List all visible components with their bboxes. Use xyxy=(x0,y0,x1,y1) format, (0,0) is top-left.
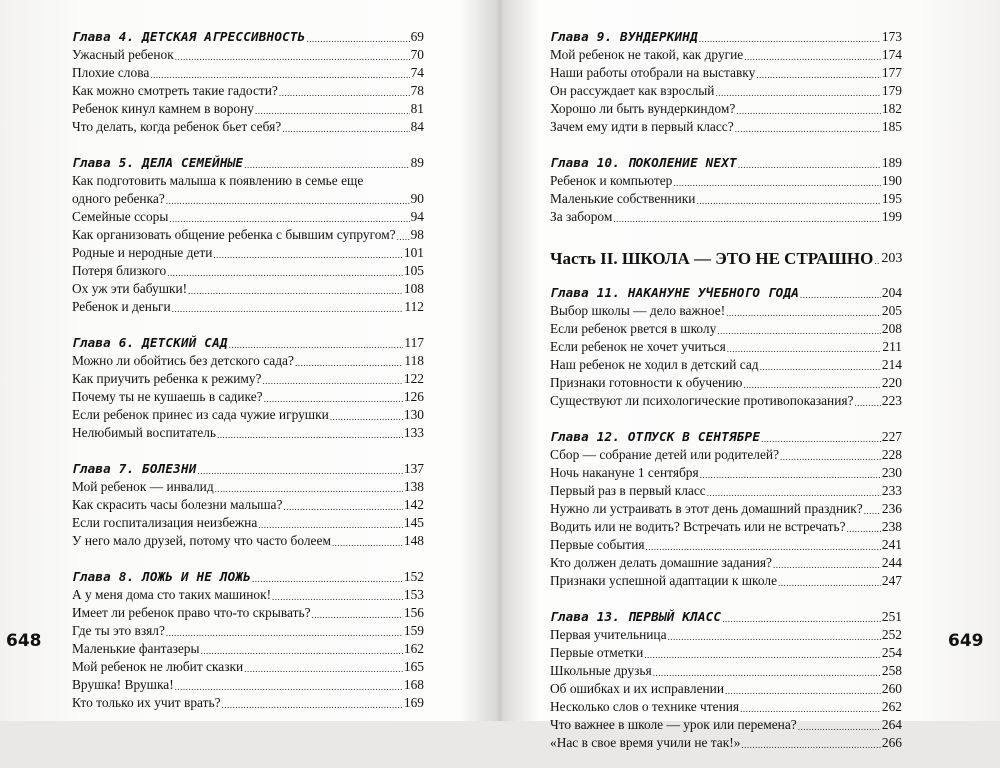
leader-dots xyxy=(773,558,881,572)
entry-title: Почему ты не кушаешь в садике? xyxy=(72,389,263,404)
leader-dots xyxy=(740,702,881,716)
toc-entry xyxy=(550,500,902,518)
chapter-block xyxy=(550,606,902,752)
leader-dots xyxy=(264,392,403,406)
entry-title: А у меня дома сто таких машинок! xyxy=(72,587,272,602)
entry-page: 228 xyxy=(881,447,902,462)
toc-entry xyxy=(550,482,902,500)
entry-page: 138 xyxy=(403,479,424,494)
leader-dots xyxy=(707,486,881,500)
leader-dots xyxy=(847,522,881,536)
toc-entry xyxy=(550,302,902,320)
leader-dots xyxy=(744,50,881,64)
chapter-block xyxy=(72,152,424,316)
entry-page: 142 xyxy=(403,497,424,512)
toc-entry xyxy=(72,262,424,280)
leader-dots xyxy=(166,626,403,640)
toc-entry xyxy=(72,244,424,262)
chapter-heading xyxy=(72,566,424,586)
entry-page: 162 xyxy=(403,641,424,656)
entry-title: Наши работы отобрали на выставку xyxy=(550,65,756,80)
toc-entry xyxy=(72,622,424,640)
entry-page: 266 xyxy=(881,735,902,750)
leader-dots xyxy=(855,396,881,410)
heading-title: Глава 4. ДЕТСКАЯ АГРЕССИВНОСТЬ xyxy=(72,29,306,44)
entry-title: Существуют ли психологические противопоказания? xyxy=(550,393,854,408)
leader-dots xyxy=(761,432,881,446)
heading-page: 189 xyxy=(881,155,902,170)
entry-page: 133 xyxy=(403,425,424,440)
toc-entry xyxy=(550,392,902,410)
entry-page: 208 xyxy=(881,321,902,336)
entry-page: 145 xyxy=(403,515,424,530)
heading-title: Глава 5. ДЕЛА СЕМЕЙНЫЕ xyxy=(72,155,244,170)
leader-dots xyxy=(736,104,881,118)
leader-dots xyxy=(282,122,409,136)
leader-dots xyxy=(696,194,880,208)
leader-dots xyxy=(778,576,881,590)
toc-entry xyxy=(550,536,902,554)
entry-page: 230 xyxy=(881,465,902,480)
entry-page: 112 xyxy=(404,299,424,314)
entry-title: Нелюбимый воспитатель xyxy=(72,425,216,440)
chapter-heading xyxy=(72,332,424,352)
leader-dots xyxy=(166,194,410,208)
part-heading-block xyxy=(550,242,902,268)
heading-title: Глава 9. ВУНДЕРКИНД xyxy=(550,29,698,44)
leader-dots xyxy=(188,284,403,298)
leader-dots xyxy=(613,212,881,226)
entry-page: 108 xyxy=(403,281,424,296)
entry-title: Водить или не водить? Встречать или не встречать? xyxy=(550,519,846,534)
entry-title: Семейные ссоры xyxy=(72,209,169,224)
entry-page: 185 xyxy=(881,119,902,134)
entry-title: Мой ребенок — инвалид xyxy=(72,479,214,494)
leader-dots xyxy=(653,666,881,680)
leader-dots xyxy=(272,590,403,604)
entry-page: 126 xyxy=(403,389,424,404)
entry-title: Как можно смотреть такие гадости? xyxy=(72,83,278,98)
left-page-number: 648 xyxy=(6,631,42,651)
chapter-heading xyxy=(72,26,424,46)
leader-dots xyxy=(798,720,881,734)
entry-title: одного ребенка? xyxy=(72,191,165,206)
leader-dots xyxy=(312,608,403,622)
chapter-block xyxy=(72,332,424,442)
left-page-toc xyxy=(72,26,424,728)
leader-dots xyxy=(213,248,403,262)
entry-page: 148 xyxy=(403,533,424,548)
entry-page: 244 xyxy=(881,555,902,570)
toc-entry xyxy=(72,406,424,424)
leader-dots xyxy=(279,86,410,100)
entry-page: 199 xyxy=(881,209,902,224)
leader-dots xyxy=(306,32,409,46)
leader-dots xyxy=(258,518,403,532)
toc-entry xyxy=(550,680,902,698)
leader-dots xyxy=(864,504,881,518)
entry-page: 165 xyxy=(403,659,424,674)
entry-title: Выбор школы — дело важное! xyxy=(550,303,726,318)
entry-title: Можно ли обойтись без детского сада? xyxy=(72,353,294,368)
entry-title: Потеря близкого xyxy=(72,263,167,278)
entry-title: Нужно ли устраивать в этот день домашний праздник? xyxy=(550,501,863,516)
toc-entry xyxy=(550,172,902,190)
leader-dots xyxy=(222,698,403,712)
leader-dots xyxy=(175,50,410,64)
chapter-heading xyxy=(550,606,902,626)
chapter-heading xyxy=(550,282,902,302)
toc-entry xyxy=(550,46,902,64)
leader-dots xyxy=(397,230,410,244)
chapter-block xyxy=(72,26,424,136)
toc-entry xyxy=(550,338,902,356)
heading-page: 173 xyxy=(881,29,902,44)
entry-page: 156 xyxy=(403,605,424,620)
toc-entry xyxy=(550,644,902,662)
leader-dots xyxy=(800,288,881,302)
toc-entry xyxy=(550,626,902,644)
toc-entry xyxy=(550,320,902,338)
entry-title: Маленькие фантазеры xyxy=(72,641,200,656)
toc-entry xyxy=(72,226,424,244)
entry-page: 177 xyxy=(881,65,902,80)
entry-title: Ужасный ребенок xyxy=(72,47,174,62)
leader-dots xyxy=(756,68,881,82)
entry-title: Что делать, когда ребенок бьет себя? xyxy=(72,119,282,134)
leader-dots xyxy=(874,254,880,268)
heading-title: Глава 6. ДЕТСКИЙ САД xyxy=(72,335,228,350)
toc-entry xyxy=(550,464,902,482)
entry-title: Ребенок и компьютер xyxy=(550,173,673,188)
entry-page: 260 xyxy=(881,681,902,696)
entry-title: Признаки успешной адаптации к школе xyxy=(550,573,778,588)
toc-entry xyxy=(72,694,424,712)
heading-page: 227 xyxy=(881,429,902,444)
toc-entry xyxy=(550,518,902,536)
toc-entry xyxy=(72,100,424,118)
entry-title: Ох уж эти бабушки! xyxy=(72,281,188,296)
entry-title: Как подготовить малыша к появлению в семье еще xyxy=(72,173,364,188)
toc-entry xyxy=(550,572,902,590)
toc-entry xyxy=(72,64,424,82)
entry-page: 258 xyxy=(881,663,902,678)
toc-entry xyxy=(72,208,424,226)
entry-page: 179 xyxy=(881,83,902,98)
entry-title: Что важнее в школе — урок или перемена? xyxy=(550,717,797,732)
toc-entry xyxy=(72,496,424,514)
toc-entry xyxy=(72,388,424,406)
entry-title: Плохие слова xyxy=(72,65,150,80)
entry-page: 118 xyxy=(404,353,424,368)
leader-dots xyxy=(252,572,403,586)
leader-dots xyxy=(175,680,403,694)
leader-dots xyxy=(760,360,881,374)
entry-title: Как организовать общение ребенка с бывшим супругом? xyxy=(72,227,396,242)
leader-dots xyxy=(699,32,881,46)
chapter-heading xyxy=(550,426,902,446)
leader-dots xyxy=(715,86,880,100)
leader-dots xyxy=(668,630,881,644)
leader-dots xyxy=(330,410,403,424)
leader-dots xyxy=(644,648,881,662)
heading-title: Глава 13. ПЕРВЫЙ КЛАСС xyxy=(550,609,722,624)
entry-page: 98 xyxy=(410,227,424,242)
entry-page: 159 xyxy=(403,623,424,638)
heading-title: Глава 7. БОЛЕЗНИ xyxy=(72,461,197,476)
heading-page: 69 xyxy=(410,29,424,44)
toc-entry xyxy=(550,190,902,208)
toc-entry xyxy=(550,64,902,82)
entry-page: 247 xyxy=(881,573,902,588)
toc-entry xyxy=(72,586,424,604)
entry-page: 223 xyxy=(881,393,902,408)
leader-dots xyxy=(743,378,881,392)
leader-dots xyxy=(741,738,881,752)
entry-title: Первый раз в первый класс xyxy=(550,483,706,498)
entry-title: Ребенок и деньги xyxy=(72,299,171,314)
leader-dots xyxy=(198,464,403,478)
toc-entry xyxy=(72,514,424,532)
toc-entry xyxy=(550,446,902,464)
entry-title: Если госпитализация неизбежна xyxy=(72,515,258,530)
leader-dots xyxy=(217,428,403,442)
toc-entry xyxy=(72,190,424,208)
toc-entry xyxy=(72,118,424,136)
chapter-block xyxy=(72,458,424,550)
toc-entry xyxy=(550,698,902,716)
entry-title: Школьные друзья xyxy=(550,663,652,678)
leader-dots xyxy=(722,612,881,626)
entry-title: Ребенок кинул камнем в ворону xyxy=(72,101,254,116)
leader-dots xyxy=(150,68,409,82)
heading-title: Глава 11. НАКАНУНЕ УЧЕБНОГО ГОДА xyxy=(550,285,800,300)
entry-page: 182 xyxy=(881,101,902,116)
entry-title: Маленькие собственники xyxy=(550,191,696,206)
toc-entry xyxy=(550,100,902,118)
entry-title: Если ребенок не хочет учиться xyxy=(550,339,726,354)
entry-page: 238 xyxy=(881,519,902,534)
chapter-heading xyxy=(550,26,902,46)
heading-title: Глава 8. ЛОЖЬ И НЕ ЛОЖЬ xyxy=(72,569,251,584)
entry-page: 74 xyxy=(410,65,424,80)
heading-page: 203 xyxy=(881,251,903,266)
entry-page: 122 xyxy=(403,371,424,386)
entry-page: 84 xyxy=(410,119,424,134)
leader-dots xyxy=(255,104,410,118)
entry-page: 205 xyxy=(881,303,902,318)
toc-entry xyxy=(72,352,424,370)
entry-title: Хорошо ли быть вундеркиндом? xyxy=(550,101,736,116)
leader-dots xyxy=(262,374,402,388)
chapter-block xyxy=(550,152,902,226)
toc-entry xyxy=(550,716,902,734)
leader-dots xyxy=(295,356,403,370)
entry-title: У него мало друзей, потому что часто болеем xyxy=(72,533,331,548)
right-page-number: 649 xyxy=(948,631,984,651)
toc-entry xyxy=(550,374,902,392)
leader-dots xyxy=(735,122,881,136)
entry-page: 153 xyxy=(403,587,424,602)
entry-title: Кто должен делать домашние задания? xyxy=(550,555,772,570)
entry-page: 174 xyxy=(881,47,902,62)
entry-title: Несколько слов о технике чтения xyxy=(550,699,740,714)
heading-page: 137 xyxy=(403,461,424,476)
toc-entry xyxy=(72,280,424,298)
entry-title: Где ты это взял? xyxy=(72,623,165,638)
leader-dots xyxy=(169,212,409,226)
entry-page: 262 xyxy=(881,699,902,714)
entry-title: Имеет ли ребенок право что-то скрывать? xyxy=(72,605,311,620)
toc-entry xyxy=(550,82,902,100)
entry-page: 211 xyxy=(882,339,902,354)
leader-dots xyxy=(215,482,403,496)
entry-page: 101 xyxy=(403,245,424,260)
right-page-toc xyxy=(550,26,902,768)
entry-title: Если ребенок рвется в школу xyxy=(550,321,717,336)
heading-title: Часть II. ШКОЛА — ЭТО НЕ СТРАШНО xyxy=(550,249,874,268)
entry-page: 195 xyxy=(881,191,902,206)
entry-title: Кто только их учит врать? xyxy=(72,695,221,710)
toc-entry xyxy=(72,658,424,676)
leader-dots xyxy=(725,684,881,698)
entry-page: 241 xyxy=(881,537,902,552)
chapter-block xyxy=(550,26,902,136)
toc-entry xyxy=(550,554,902,572)
toc-entry xyxy=(72,532,424,550)
entry-page: 168 xyxy=(403,677,424,692)
entry-title: «Нас в свое время учили не так!» xyxy=(550,735,741,750)
toc-entry xyxy=(72,424,424,442)
toc-entry xyxy=(72,370,424,388)
toc-entry xyxy=(550,662,902,680)
toc-entry xyxy=(550,734,902,752)
leader-dots xyxy=(229,338,404,352)
entry-page: 78 xyxy=(410,83,424,98)
leader-dots xyxy=(700,468,881,482)
entry-title: Мой ребенок не любит сказки xyxy=(72,659,244,674)
toc-entry xyxy=(72,298,424,316)
entry-title: Об ошибках и их исправлении xyxy=(550,681,725,696)
heading-title: Глава 10. ПОКОЛЕНИЕ NEXT xyxy=(550,155,737,170)
entry-title: Врушка! Врушка! xyxy=(72,677,174,692)
entry-title: Ночь накануне 1 сентября xyxy=(550,465,699,480)
leader-dots xyxy=(283,500,402,514)
entry-page: 214 xyxy=(881,357,902,372)
leader-dots xyxy=(717,324,881,338)
toc-entry xyxy=(72,82,424,100)
entry-title: Первые события xyxy=(550,537,645,552)
toc-entry xyxy=(550,118,902,136)
entry-title: Первые отметки xyxy=(550,645,644,660)
chapter-heading xyxy=(72,152,424,172)
part-heading xyxy=(550,242,902,268)
leader-dots xyxy=(244,158,409,172)
leader-dots xyxy=(201,644,403,658)
toc-entry xyxy=(72,46,424,64)
entry-title: Он рассуждает как взрослый xyxy=(550,83,715,98)
entry-page: 169 xyxy=(403,695,424,710)
entry-title: Как скрасить часы болезни малыша? xyxy=(72,497,283,512)
toc-entry xyxy=(550,356,902,374)
leader-dots xyxy=(673,176,881,190)
leader-dots xyxy=(646,540,881,554)
leader-dots xyxy=(332,536,403,550)
entry-page: 233 xyxy=(881,483,902,498)
heading-page: 89 xyxy=(410,155,424,170)
entry-title: Как приучить ребенка к режиму? xyxy=(72,371,262,386)
heading-page: 152 xyxy=(403,569,424,584)
toc-entry xyxy=(72,478,424,496)
entry-title: За забором xyxy=(550,209,613,224)
leader-dots xyxy=(167,266,403,280)
chapter-heading xyxy=(550,152,902,172)
entry-page: 220 xyxy=(881,375,902,390)
entry-title: Мой ребенок не такой, как другие xyxy=(550,47,744,62)
entry-page: 254 xyxy=(881,645,902,660)
entry-title: Сбор — собрание детей или родителей? xyxy=(550,447,780,462)
entry-title: Первая учительница xyxy=(550,627,667,642)
entry-page: 105 xyxy=(403,263,424,278)
toc-entry xyxy=(72,676,424,694)
toc-entry xyxy=(550,208,902,226)
heading-page: 204 xyxy=(881,285,902,300)
leader-dots xyxy=(726,306,881,320)
heading-page: 117 xyxy=(404,335,424,350)
entry-page: 236 xyxy=(881,501,902,516)
chapter-block xyxy=(550,426,902,590)
entry-title: Зачем ему идти в первый класс? xyxy=(550,119,734,134)
chapter-block xyxy=(72,566,424,712)
entry-page: 264 xyxy=(881,717,902,732)
leader-dots xyxy=(738,158,881,172)
heading-page: 251 xyxy=(881,609,902,624)
leader-dots xyxy=(244,662,403,676)
entry-title: Родные и неродные дети xyxy=(72,245,213,260)
entry-title: Если ребенок принес из сада чужие игрушки xyxy=(72,407,329,422)
heading-title: Глава 12. ОТПУСК В СЕНТЯБРЕ xyxy=(550,429,761,444)
entry-page: 130 xyxy=(403,407,424,422)
entry-page: 81 xyxy=(410,101,424,116)
entry-page: 190 xyxy=(881,173,902,188)
chapter-heading xyxy=(72,458,424,478)
entry-page: 94 xyxy=(410,209,424,224)
leader-dots xyxy=(172,302,404,316)
entry-title: Признаки готовности к обучению xyxy=(550,375,743,390)
toc-entry xyxy=(72,640,424,658)
toc-entry xyxy=(72,172,424,190)
leader-dots xyxy=(727,342,882,356)
entry-title: Наш ребенок не ходил в детский сад xyxy=(550,357,759,372)
entry-page: 252 xyxy=(881,627,902,642)
entry-page: 70 xyxy=(410,47,424,62)
chapter-block xyxy=(550,282,902,410)
toc-entry xyxy=(72,604,424,622)
leader-dots xyxy=(780,450,881,464)
entry-page: 90 xyxy=(410,191,424,206)
